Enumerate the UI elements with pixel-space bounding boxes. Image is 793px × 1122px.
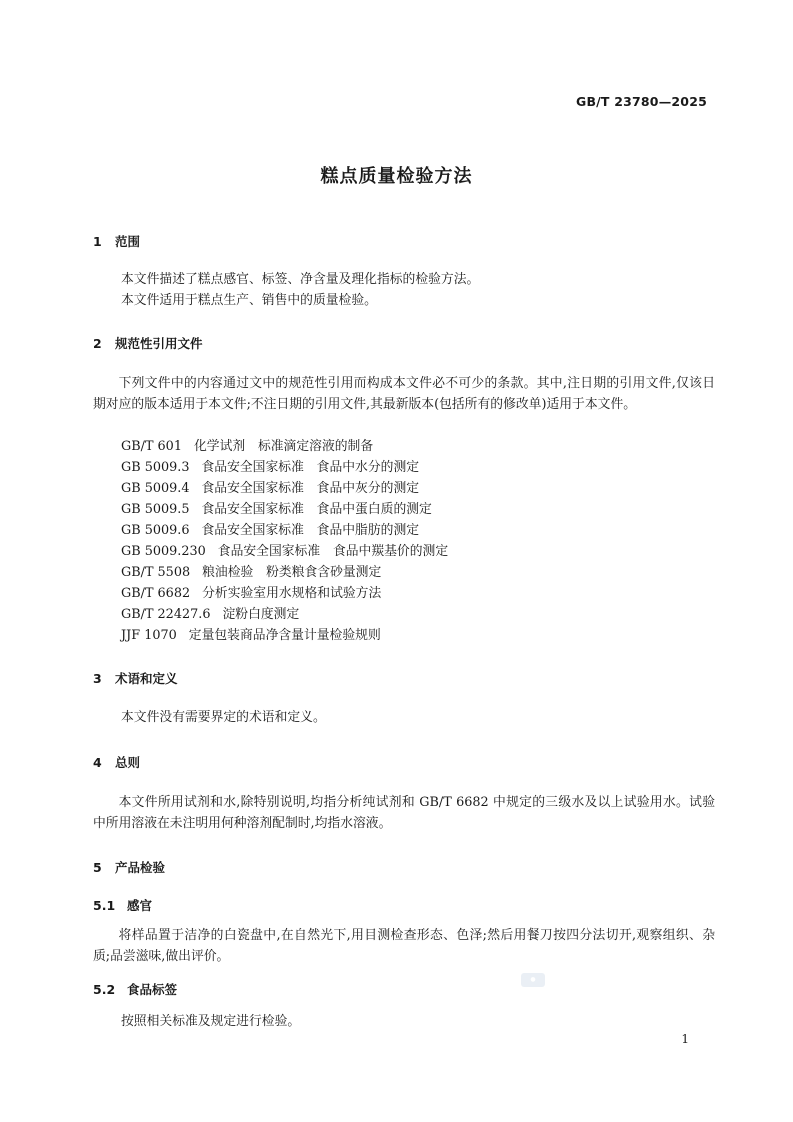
reference-name: 食品安全国家标准 食品中灰分的测定	[201, 481, 420, 496]
section-number: 5.2	[93, 982, 116, 997]
section-2-heading	[93, 334, 203, 352]
reference-item	[121, 457, 448, 478]
reference-name: 粮油检验 粉类粮食含砂量测定	[202, 565, 382, 580]
reference-name: 食品安全国家标准 食品中脂肪的测定	[201, 523, 420, 538]
reference-item	[121, 541, 448, 562]
section-2-intro: 下列文件中的内容通过文中的规范性引用而构成本文件必不可少的条款。其中,注日期的引用文件,仅该日期对应的版本适用于本文件;不注日期的引用文件,其最新版本(包括所有的修改单)适用于本文件。	[93, 376, 715, 412]
reference-name: 化学试剂 标准滴定溶液的制备	[193, 439, 374, 454]
reference-code: GB/T 22427.6	[121, 607, 211, 622]
reference-item	[121, 436, 448, 457]
reference-item	[121, 604, 448, 625]
section-5-2-heading	[93, 980, 177, 998]
section-5-2-paragraph: 按照相关标准及规定进行检验。	[121, 1014, 301, 1029]
watermark-logo-icon: ●	[521, 973, 545, 987]
section-number: 5	[93, 860, 102, 875]
section-number: 4	[93, 755, 102, 770]
section-4-heading	[93, 753, 140, 771]
reference-code: GB/T 6682	[121, 586, 191, 601]
reference-code: GB 5009.4	[121, 481, 190, 496]
reference-item	[121, 520, 448, 541]
reference-item	[121, 583, 448, 604]
section-3-heading	[93, 669, 178, 687]
section-title: 规范性引用文件	[115, 336, 203, 351]
reference-code: GB 5009.3	[121, 460, 190, 475]
reference-name: 食品安全国家标准 食品中水分的测定	[201, 460, 420, 475]
reference-code: GB 5009.6	[121, 523, 190, 538]
section-number: 2	[93, 336, 102, 351]
section-5-heading	[93, 858, 165, 876]
section-5-1-paragraph: 将样品置于洁净的白瓷盘中,在自然光下,用目测检查形态、色泽;然后用餐刀按四分法切开,观察组织、杂质;品尝滋味,做出评价。	[93, 928, 715, 964]
normative-references-list	[121, 436, 448, 646]
reference-name: 淀粉白度测定	[222, 607, 300, 622]
section-title: 术语和定义	[115, 671, 178, 686]
section-3-paragraph: 本文件没有需要界定的术语和定义。	[121, 710, 326, 725]
section-title: 产品检验	[115, 860, 166, 875]
reference-item	[121, 625, 448, 646]
section-5-1-heading	[93, 896, 152, 914]
section-title: 感官	[127, 898, 153, 913]
reference-code: GB/T 601	[121, 439, 182, 454]
reference-code: GB 5009.230	[121, 544, 206, 559]
reference-name: 食品安全国家标准 食品中蛋白质的测定	[201, 502, 432, 517]
reference-name: 分析实验室用水规格和试验方法	[202, 586, 382, 601]
reference-code: JJF 1070	[121, 628, 177, 643]
reference-code: GB/T 5508	[121, 565, 191, 580]
document-title: 糕点质量检验方法	[320, 166, 473, 187]
section-number: 1	[93, 234, 102, 249]
section-title: 总则	[115, 755, 141, 770]
section-title: 范围	[115, 234, 141, 249]
reference-name: 定量包装商品净含量计量检验规则	[188, 628, 381, 643]
section-number: 3	[93, 671, 102, 686]
reference-item	[121, 562, 448, 583]
standard-code: GB/T 23780—2025	[575, 94, 707, 109]
reference-name: 食品安全国家标准 食品中羰基价的测定	[217, 544, 449, 559]
section-4-paragraph: 本文件所用试剂和水,除特别说明,均指分析纯试剂和 GB/T 6682 中规定的三级水及以上试验用水。试验中所用溶液在未注明用何种溶剂配制时,均指水溶液。	[93, 795, 715, 831]
section-1-paragraph-1: 本文件描述了糕点感官、标签、净含量及理化指标的检验方法。	[121, 272, 480, 287]
section-title: 食品标签	[127, 982, 178, 997]
reference-item	[121, 499, 448, 520]
reference-code: GB 5009.5	[121, 502, 190, 517]
section-1-heading	[93, 232, 140, 250]
section-1-paragraph-2: 本文件适用于糕点生产、销售中的质量检验。	[121, 293, 377, 308]
section-number: 5.1	[93, 898, 116, 913]
page-number: 1	[681, 1032, 689, 1046]
reference-item	[121, 478, 448, 499]
